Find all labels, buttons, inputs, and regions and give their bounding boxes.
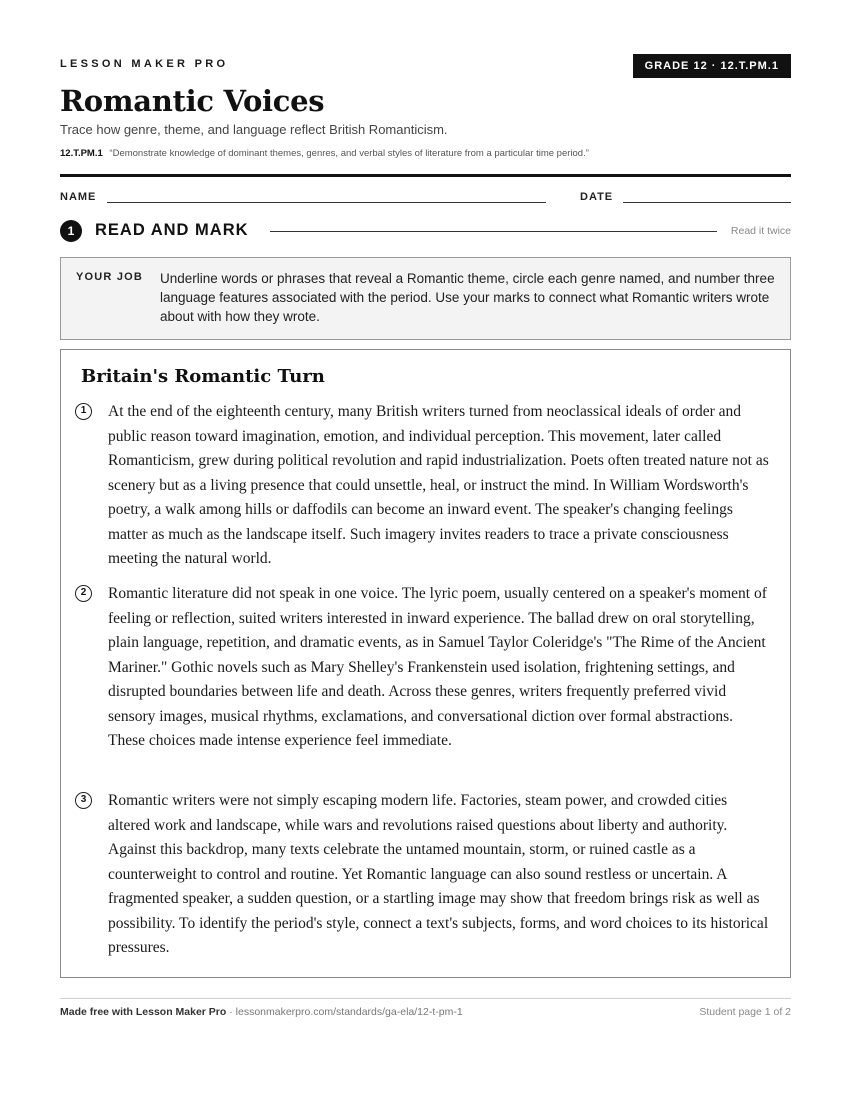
page-title: Romantic Voices	[60, 84, 325, 118]
passage-title: Britain's Romantic Turn	[81, 366, 325, 387]
paragraph-text: At the end of the eighteenth century, many British writers turned from neoclassical ideals of order and public reason toward imagination, emotion, and individual perception. This movement, later called Romanticism, grew during political revolution and rapid industrialization. Poets often treated nature not as scenery but as a living presence that could unsettle, heal, or instruct the mind. In William Wordsworth's poetry, a walk among hills or daffodils can become an inward event. The speaker's changing feelings matter as much as the landscape itself. Such imagery invites readers to trace a private consciousness meeting the natural world.	[108, 403, 769, 567]
passage-paragraph	[80, 789, 773, 961]
passage-paragraph	[80, 582, 773, 754]
date-label: DATE	[580, 191, 614, 203]
paragraph-number: 2	[75, 585, 92, 602]
brand-name: LESSON MAKER PRO	[60, 58, 229, 70]
standard-text: “Demonstrate knowledge of dominant themes, genres, and verbal styles of literature from a particular time period.”	[109, 148, 589, 159]
standard-line	[60, 148, 589, 159]
name-label: NAME	[60, 191, 97, 203]
footer-divider	[60, 998, 791, 999]
grade-badge: GRADE 12 · 12.T.PM.1	[633, 54, 791, 78]
date-field-line[interactable]	[623, 202, 791, 203]
paragraph-number: 3	[75, 792, 92, 809]
footer-credit	[60, 1006, 463, 1018]
job-label: YOUR JOB	[76, 271, 144, 283]
paragraph-number: 1	[75, 403, 92, 420]
section-header	[60, 219, 791, 243]
page-subtitle: Trace how genre, theme, and language reflect British Romanticism.	[60, 122, 448, 137]
section-note: Read it twice	[730, 225, 791, 237]
paragraph-text: Romantic writers were not simply escaping modern life. Factories, steam power, and crowded cities altered work and landscape, while wars and revolutions raised questions about liberty and authority. Against this backdrop, many texts celebrate the untamed mountain, storm, or ruined castle as a counterweight to control and routine. Yet Romantic language can also sound restless or uncertain. A fragmented speaker, a sudden question, or a startling image may show that freedom brings risk as well as possibility. To identify the period's style, connect a text's subjects, forms, and word choices to its historical pressures.	[108, 792, 769, 956]
job-text: Underline words or phrases that reveal a Romantic theme, circle each genre named, and number three language features associated with the period. Use your marks to connect what Romantic writers wrote about with how they wrote.	[160, 271, 775, 324]
reading-passage	[60, 349, 791, 978]
header-divider	[60, 174, 791, 177]
footer-made-by: Made free with Lesson Maker Pro	[60, 1006, 227, 1018]
name-field-line[interactable]	[107, 202, 546, 203]
section-title: READ AND MARK	[95, 221, 249, 239]
paragraph-text: Romantic literature did not speak in one voice. The lyric poem, usually centered on a speaker's moment of feeling or reflection, suited writers interested in inward experience. The ballad drew on oral storytelling, plain language, repetition, and dramatic events, as in Samuel Taylor Coleridge's "The Rime of the Ancient Mariner." Gothic novels such as Mary Shelley's Frankenstein used isolation, frightening settings, and disrupted boundaries between life and death. Across these genres, writers frequently preferred vivid sensory images, musical rhythms, exclamations, and conversational diction over formal abstractions. These choices made intense experience feel immediate.	[108, 585, 767, 749]
student-fields	[60, 190, 791, 206]
job-instructions-box	[60, 257, 791, 340]
section-divider	[270, 231, 717, 232]
footer-page-label: Student page 1 of 2	[699, 1006, 791, 1018]
section-number-badge: 1	[60, 220, 82, 242]
passage-paragraph	[80, 400, 773, 572]
standard-code: 12.T.PM.1	[60, 148, 103, 159]
footer-separator: ·	[226, 1006, 236, 1018]
footer-url[interactable]: lessonmakerpro.com/standards/ga-ela/12-t-pm-1	[235, 1006, 463, 1018]
